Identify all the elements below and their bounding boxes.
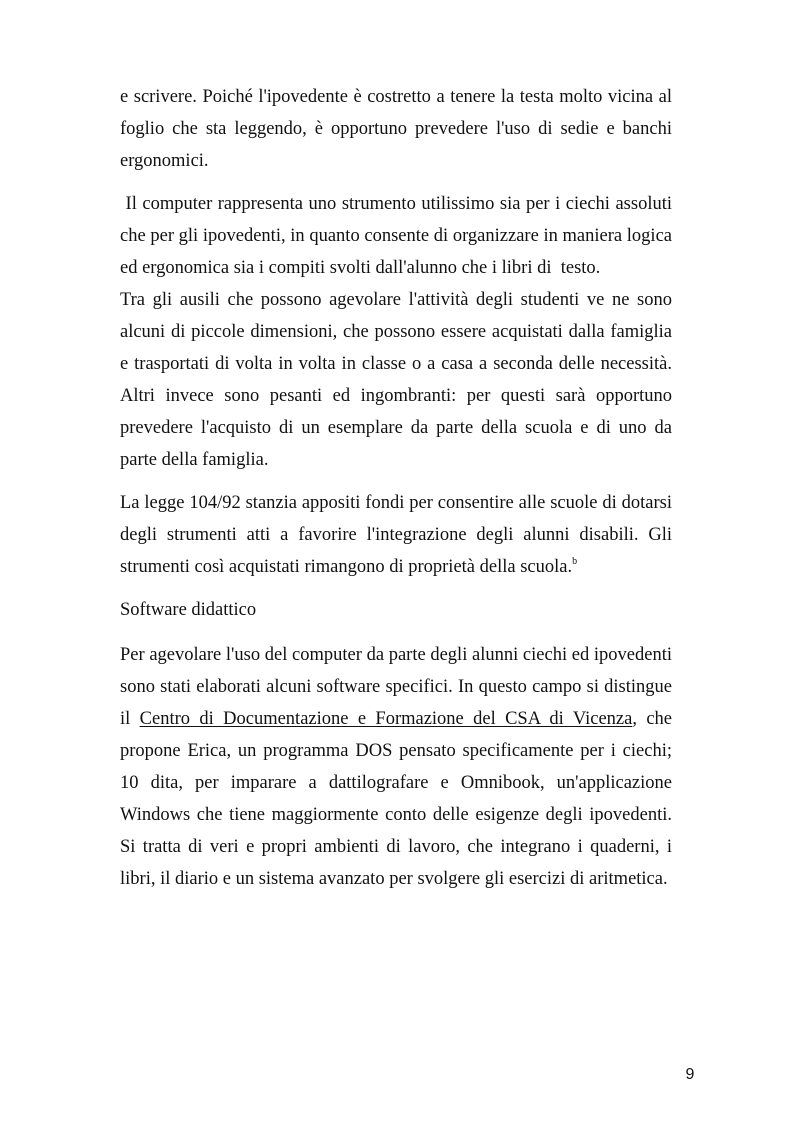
footnote-marker[interactable]: b — [572, 556, 578, 567]
csa-vicenza-link[interactable]: Centro di Documentazione e Formazione del CSA di Vicenza — [139, 709, 633, 729]
section-heading: Software didattico — [120, 600, 257, 620]
document-body — [120, 81, 677, 895]
paragraph-law — [120, 487, 672, 583]
paragraph-aids: Tra gli ausili che possono agevolare l'attività degli studenti ve ne sono alcuni di piccole dimensioni, che possono essere acquistati dalla famiglia e trasportati di volta in volta in classe o a casa a seconda delle necessità. Altri invece sono pesanti ed ingombranti: per questi sarà opportuno prevedere l'acquisto di un esemplare da parte della scuola e di uno da parte della famiglia. — [120, 290, 672, 470]
page-number: 9 — [685, 1066, 695, 1083]
paragraph-software — [120, 639, 672, 895]
paragraph-law-text: La legge 104/92 stanzia appositi fondi per consentire alle scuole di dotarsi degli strumenti atti a favorire l'integrazione degli alunni disabili. Gli strumenti così acquistati rimangono di proprietà della scuola. — [120, 493, 672, 577]
paragraph-ergonomics: e scrivere. Poiché l'ipovedente è costretto a tenere la testa molto vicina al foglio che sta leggendo, è opportuno prevedere l'uso di sedie e banchi ergonomici. — [120, 87, 672, 171]
paragraph-software-rest: , che propone Erica, un programma DOS pensato specificamente per i ciechi; 10 dita, per imparare a dattilografare e Omnibook, un'applicazione Windows che tiene maggiormente conto delle esigenze degli ipovedenti. Si tratta di veri e propri ambienti di lavoro, che integrano i quaderni, i libri, il diario e un sistema avanzato per svolgere gli esercizi di aritmetica. — [120, 709, 672, 889]
paragraph-computer: Il computer rappresenta uno strumento utilissimo sia per i ciechi assoluti che per gli ipovedenti, in quanto consente di organizzare in maniera logica ed ergonomica sia i compiti svolti dall'alunno che i libri di testo. — [120, 194, 677, 278]
paragraph-software-intro: Per agevolare l'uso del computer da parte degli alunni ciechi ed ipovedenti sono stati elaborati alcuni software specifici. In questo campo si distingue il — [120, 645, 672, 729]
